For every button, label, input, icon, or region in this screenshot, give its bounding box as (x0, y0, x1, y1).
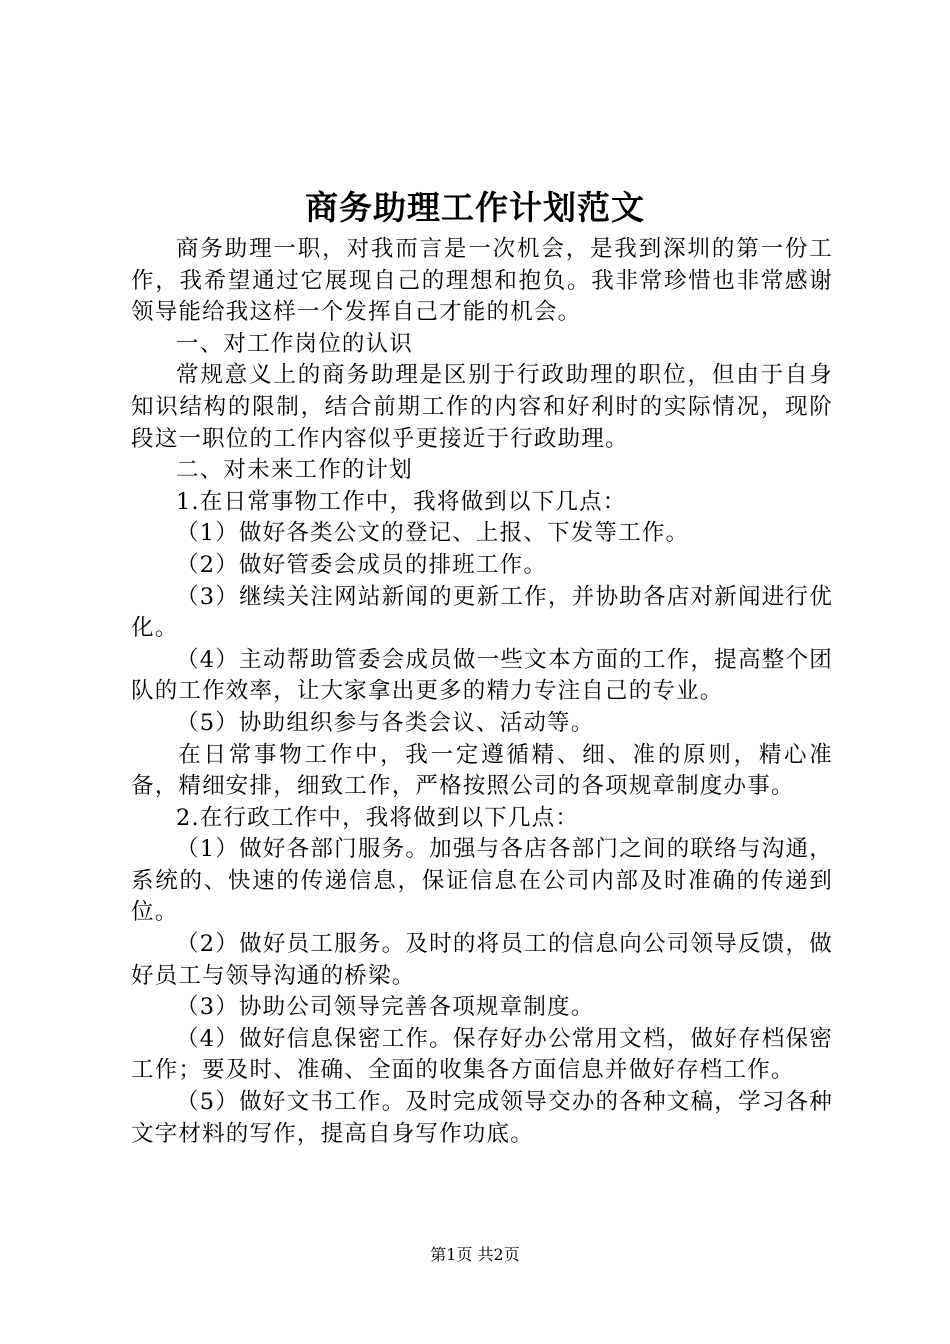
page-footer: 第1页 共2页 (430, 1245, 520, 1264)
paragraph-intro: 商务助理一职，对我而言是一次机会，是我到深圳的第一份工作，我希望通过它展现自己的理想和抱负。我非常珍惜也非常感谢领导能给我这样一个发挥自己才能的机会。 (131, 236, 833, 326)
list-item-daily-2: （2）做好管委会成员的排班工作。 (176, 551, 548, 578)
heading-section-2: 二、对未来工作的计划 (176, 457, 414, 484)
paragraph-role-understanding: 常规意义上的商务助理是区别于行政助理的职位，但由于自身知识结构的限制，结合前期工作的内容和好利时的实际情况，现阶段这一职位的工作内容似乎更接近于行政助理。 (131, 362, 833, 452)
list-item-daily-4: （4）主动帮助管委会成员做一些文本方面的工作，提高整个团队的工作效率，让大家拿出更多的精力专注自己的专业。 (131, 646, 833, 705)
list-item-daily-1: （1）做好各类公文的登记、上报、下发等工作。 (176, 520, 690, 547)
list-item-admin-5: （5）做好文书工作。及时完成领导交办的各种文稿，学习各种文字材料的写作，提高自身写作功底。 (131, 1089, 833, 1147)
document-title: 商务助理工作计划范文 (305, 188, 645, 227)
list-item-daily-3: （3）继续关注网站新闻的更新工作，并协助各店对新闻进行优化。 (131, 583, 833, 642)
subheading-daily-work: 1.在日常事物工作中，我将做到以下几点： (176, 488, 627, 515)
list-item-admin-3: （3）协助公司领导完善各项规章制度。 (176, 994, 595, 1021)
list-item-daily-5: （5）协助组织参与各类会议、活动等。 (176, 709, 595, 736)
subheading-admin-work: 2.在行政工作中，我将做到以下几点： (176, 804, 580, 831)
paragraph-daily-principle: 在日常事物工作中，我一定遵循精、细、准的原则，精心准备，精细安排，细致工作，严格按照公司的各项规章制度办事。 (131, 741, 833, 800)
list-item-admin-4: （4）做好信息保密工作。保存好办公常用文档，做好存档保密工作；要及时、准确、全面的收集各方面信息并做好存档工作。 (131, 1025, 833, 1084)
list-item-admin-1: （1）做好各部门服务。加强与各店各部门之间的联络与沟通，系统的、快速的传递信息，保证信息在公司内部及时准确的传递到位。 (131, 836, 833, 926)
document-body (131, 234, 833, 1150)
list-item-admin-2: （2）做好员工服务。及时的将员工的信息向公司领导反馈，做好员工与领导沟通的桥梁。 (131, 931, 833, 989)
heading-section-1: 一、对工作岗位的认识 (176, 330, 414, 357)
